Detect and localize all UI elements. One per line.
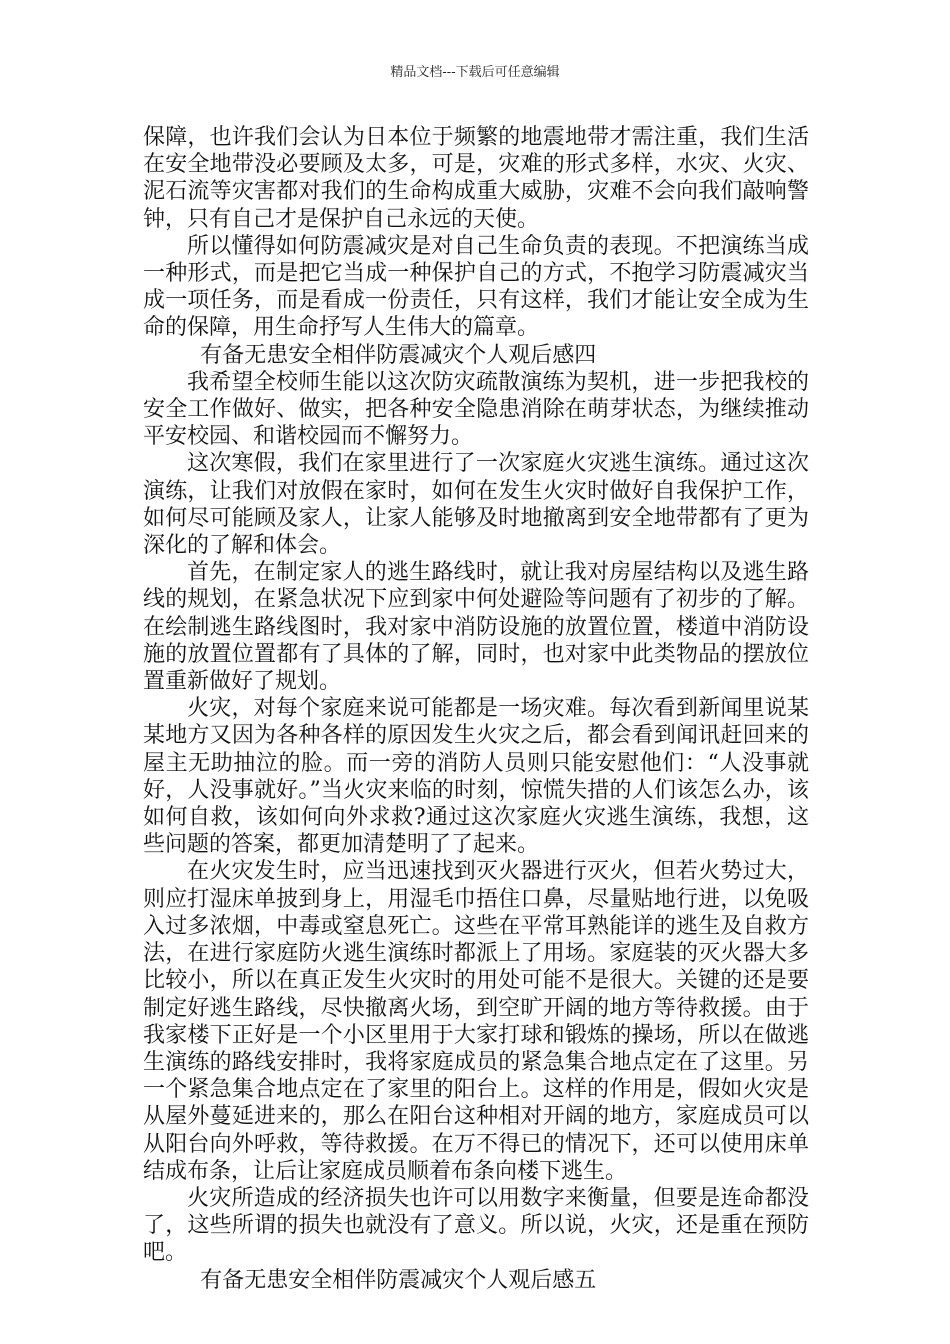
document-body	[143, 124, 809, 1294]
paragraph-continuation: 保障，也许我们会认为日本位于频繁的地震地带才需注重，我们生活在安全地带没必要顾及太多，可是，灾难的形式多样，水灾、火灾、泥石流等灾害都对我们的生命构成重大威胁，灾难不会向我们敲响警钟，只有自己才是保护自己永远的天使。	[143, 125, 809, 232]
paragraph: 火灾所造成的经济损失也许可以用数字来衡量，但要是连命都没了，这些所谓的损失也就没有了意义。所以说，火灾，还是重在预防吧。	[143, 1185, 809, 1266]
paragraph: 所以懂得如何防震减灾是对自己生命负责的表现。不把演练当成一种形式，而是把它当成一种保护自己的方式，不抱学习防震减灾当成一项任务，而是看成一份责任，只有这样，我们才能让安全成为生命的保障，用生命抒写人生伟大的篇章。	[143, 233, 809, 341]
section-heading: 有备无患安全相伴防震减灾个人观后感四	[200, 342, 597, 368]
paragraph: 我希望全校师生能以这次防灾疏散演练为契机，进一步把我校的安全工作做好、做实，把各种安全隐患消除在萌芽状态，为继续推动平安校园、和谐校园而不懈努力。	[143, 369, 809, 450]
paragraph: 首先，在制定家人的逃生路线时，就让我对房屋结构以及逃生路线的规划，在紧急状况下应到家中何处避险等问题有了初步的了解。在绘制逃生路线图时，我对家中消防设施的放置位置，楼道中消防设施的放置位置都有了具体的了解，同时，也对家中此类物品的摆放位置重新做好了规划。	[143, 560, 809, 695]
section-heading: 有备无患安全相伴防震减灾个人观后感五	[200, 1267, 597, 1293]
paragraph: 火灾，对每个家庭来说可能都是一场灾难。每次看到新闻里说某某地方又因为各种各样的原因发生火灾之后，都会看到闻讯赶回来的屋主无助抽泣的脸。而一旁的消防人员则只能安慰他们：“人没事就好，人没事就好。”当火灾来临的时刻，惊慌失措的人们该怎么办，该如何自救，该如何向外求救?通过这次家庭火灾逃生演练，我想，这些问题的答案，都更加清楚明了了起来。	[143, 696, 809, 858]
paragraph: 在火灾发生时，应当迅速找到灭火器进行灭火，但若火势过大，则应打湿床单披到身上，用湿毛巾捂住口鼻，尽量贴地行进，以免吸入过多浓烟，中毒或窒息死亡。这些在平常耳熟能详的逃生及自救方法，在进行家庭防火逃生演练时都派上了用场。家庭装的灭火器大多比较小，所以在真正发生火灾时的用处可能不是很大。关键的还是要制定好逃生路线，尽快撤离火场，到空旷开阔的地方等待救援。由于我家楼下正好是一个小区里用于大家打球和锻炼的操场，所以在做逃生演练的路线安排时，我将家庭成员的紧急集合地点定在了这里。另一个紧急集合地点定在了家里的阳台上。这样的作用是，假如火灾是从屋外蔓延进来的，那么在阳台这种相对开阔的地方，家庭成员可以从阳台向外呼救，等待救援。在万不得已的情况下，还可以使用床单结成布条，让后让家庭成员顺着布条向楼下逃生。	[143, 859, 809, 1184]
page-header: 精品文档---下载后可任意编辑	[390, 65, 560, 80]
paragraph: 这次寒假，我们在家里进行了一次家庭火灾逃生演练。通过这次演练，让我们对放假在家时，如何在发生火灾时做好自我保护工作，如何尽可能顾及家人，让家人能够及时地撤离到安全地带都有了更为深化的了解和体会。	[143, 451, 809, 559]
